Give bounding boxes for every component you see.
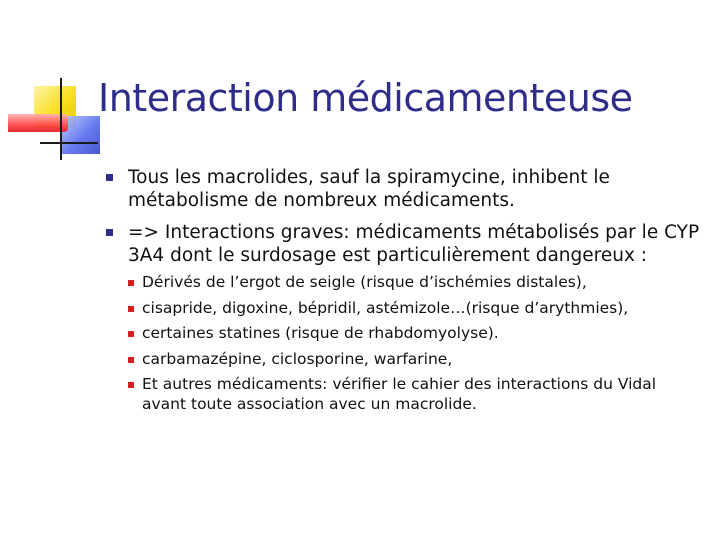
sub-bullet-list [126,273,704,414]
bullet-text: => Interactions graves: médicaments métabolisés par le CYP 3A4 dont le surdosage est particulièrement dangereux : [128,222,700,266]
sub-bullet-item [126,375,704,414]
bullet-list [104,166,704,414]
sub-bullet-text: certaines statines (risque de rhabdomyolyse). [142,324,499,342]
slide-logo [0,0,110,170]
slide-title: Interaction médicamenteuse [98,76,633,120]
sub-bullet-text: Dérivés de l’ergot de seigle (risque d’ischémies distales), [142,273,587,291]
bullet-item-2 [104,221,704,414]
red-square-bullet-icon [128,280,134,286]
red-square-bullet-icon [128,331,134,337]
sub-bullet-item [126,350,704,370]
sub-bullet-item [126,324,704,344]
sub-bullet-item [126,299,704,319]
slide-content [104,166,704,423]
red-square-bullet-icon [128,382,134,388]
bullet-item-1 [104,166,704,212]
logo-red-bar [8,114,68,132]
sub-bullet-text: cisapride, digoxine, bépridil, astémizole…(risque d’arythmies), [142,298,629,317]
sub-bullet-text: carbamazépine, ciclosporine, warfarine, [142,349,453,368]
red-square-bullet-icon [128,357,134,363]
square-bullet-icon [106,229,113,236]
sub-bullet-item [126,273,704,293]
logo-vertical-line [60,78,62,160]
red-square-bullet-icon [128,306,134,312]
bullet-text: Tous les macrolides, sauf la spiramycine, inhibent le métabolisme de nombreux médicaments. [128,167,610,211]
square-bullet-icon [106,174,113,181]
logo-horizontal-line [40,142,98,144]
sub-bullet-text: Et autres médicaments: vérifier le cahier des interactions du Vidal avant toute association avec un macrolide. [142,375,657,413]
